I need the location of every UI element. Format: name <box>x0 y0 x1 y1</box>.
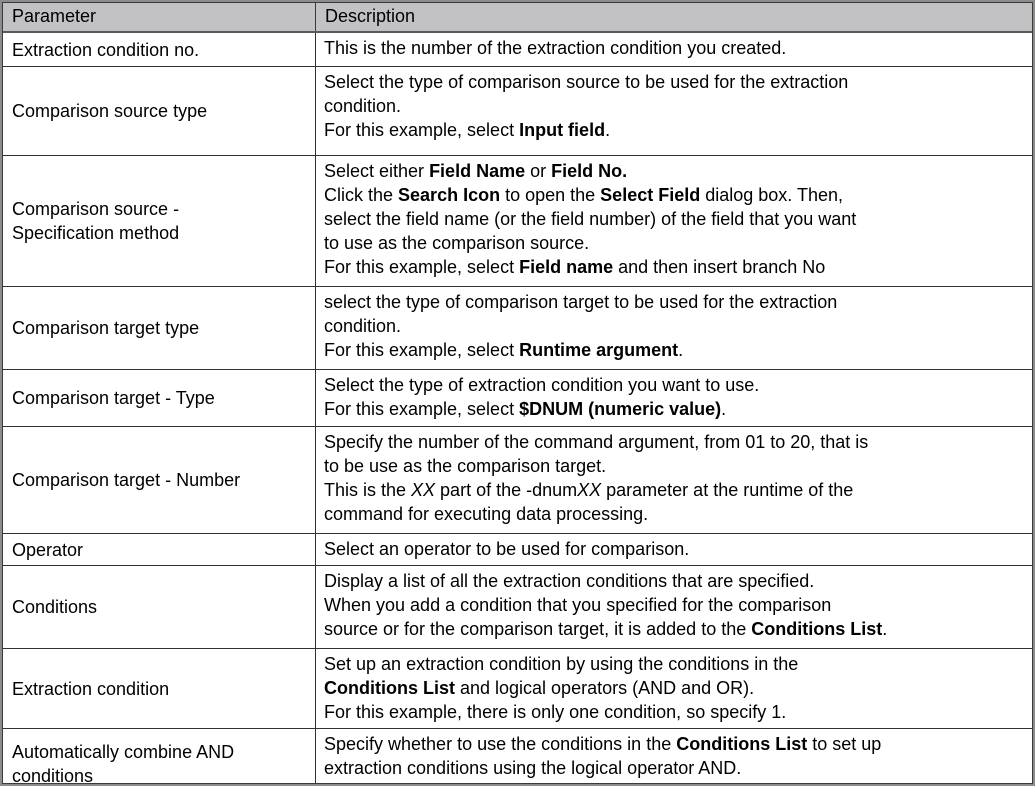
table-row <box>3 426 1032 533</box>
parameter-cell: Extraction condition no. <box>3 33 316 66</box>
parameter-cell: Conditions <box>3 566 316 648</box>
description-cell: Display a list of all the extraction conditions that are specified. When you add a condition that you specified for the comparison source or for the comparison target, it is added to the Conditions List. <box>324 571 888 639</box>
table-row <box>3 66 1032 155</box>
parameter-cell: Comparison source type <box>3 67 316 155</box>
table-row <box>3 155 1032 286</box>
table-row <box>3 728 1032 784</box>
description-cell: Specify the number of the command argument, from 01 to 20, that is to be use as the comparison target. This is the XX part of the -dnumXX parameter at the runtime of the command for executing data processing. <box>324 432 869 524</box>
table-row <box>3 286 1032 369</box>
parameter-cell: Comparison source - Specification method <box>3 156 316 286</box>
description-cell: select the type of comparison target to be used for the extraction condition. For this example, select Runtime argument. <box>324 292 838 360</box>
column-header-description: Description <box>325 6 416 26</box>
parameter-cell: Comparison target - Type <box>3 370 316 426</box>
column-header-parameter: Parameter <box>3 3 316 31</box>
parameter-description-table <box>2 2 1033 784</box>
table-header-row <box>3 3 1032 33</box>
description-cell: This is the number of the extraction condition you created. <box>324 38 787 58</box>
parameter-cell: Comparison target - Number <box>3 427 316 533</box>
table-body <box>3 33 1032 784</box>
description-cell: Select an operator to be used for comparison. <box>324 539 690 559</box>
description-cell: Select the type of comparison source to be used for the extraction condition. For this example, select Input field. <box>324 72 849 140</box>
parameter-cell: Automatically combine AND conditions <box>3 729 316 784</box>
table-row <box>3 33 1032 66</box>
parameter-cell: Extraction condition <box>3 649 316 728</box>
description-cell: Specify whether to use the conditions in the Conditions List to set up extraction conditions using the logical operator AND. <box>324 734 882 778</box>
parameter-cell: Operator <box>3 534 316 565</box>
parameter-cell: Comparison target type <box>3 287 316 369</box>
table-row <box>3 565 1032 648</box>
table-row <box>3 369 1032 426</box>
table-row <box>3 648 1032 728</box>
description-cell: Select the type of extraction condition you want to use. For this example, select $DNUM (numeric value). <box>324 375 760 419</box>
table-row <box>3 533 1032 565</box>
description-cell: Set up an extraction condition by using the conditions in the Conditions List and logical operators (AND and OR). For this example, there is only one condition, so specify 1. <box>324 654 799 722</box>
description-cell: Select either Field Name or Field No. Click the Search Icon to open the Select Field dialog box. Then, select the field name (or the field number) of the field that you want to use as the comparison source. For this example, select Field name and then insert branch No <box>324 161 857 277</box>
